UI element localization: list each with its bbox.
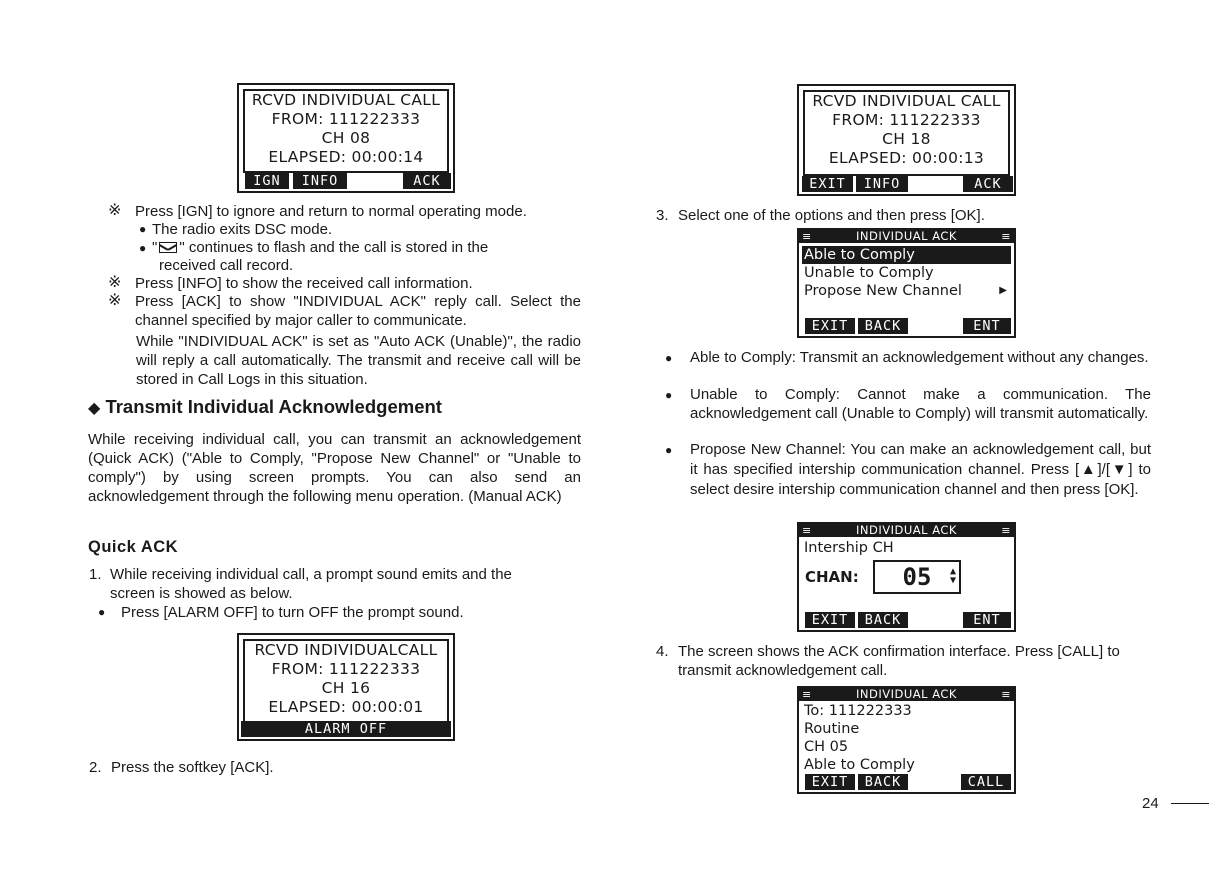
quote-open: " [152,239,158,256]
softkey-ack: ACK [963,176,1013,192]
lcd-line: RCVD INDIVIDUAL CALL [812,92,1001,110]
softkey-info: INFO [856,176,908,192]
lcd-line: CH 16 [321,679,371,697]
section-title-text: Transmit Individual Acknowledgement [105,396,442,417]
lcd-intership-channel [797,522,1016,632]
softkey-ent: ENT [963,318,1011,334]
lcd-line: RCVD INDIVIDUAL CALL [251,91,441,109]
menu-icon: ≡ [1001,688,1011,701]
menu-icon: ≡ [1001,524,1011,537]
step-4-number: 4. [656,643,669,660]
note-auto-ack: While "INDIVIDUAL ACK" is set as "Auto ACK (Unable)", the radio will reply a call automatically. The transmit and receive call will be stored in Call Logs in this situation. [136,333,581,388]
menu-icon: ≡ [802,230,812,243]
bullet-propose-new-channel: Propose New Channel: You can make an acknowledgement call, but it has specified intership communication channel. Press [▲]/[▼] to select desire intership communication channel and then press [OK]. [690,441,1151,498]
note-mark: ※ [108,292,122,309]
menu-icon: ≡ [802,524,812,537]
lcd-title-bar [799,688,1014,701]
menu-icon: ≡ [802,688,812,701]
arrow-right-icon: ▶ [999,285,1007,296]
page-number-rule [1171,803,1209,804]
note-ign-bullet-2-cont: received call record. [159,257,294,274]
softkey-info: INFO [293,173,347,189]
lcd-title: INDIVIDUAL ACK [856,523,957,537]
note-ign: Press [IGN] to ignore and return to normal operating mode. [135,203,527,220]
step-1-number: 1. [89,566,102,583]
confirm-category: Routine [804,721,860,737]
lcd-line: RCVD INDIVIDUALCALL [254,641,438,659]
confirm-channel: CH 05 [804,739,849,755]
bullet-dot: ● [665,443,673,457]
bullet-dot: ● [98,605,106,619]
up-down-arrow-icon: ▲ ▼ [949,566,956,586]
step-2-number: 2. [89,759,102,776]
softkey-exit: EXIT [805,774,855,790]
confirm-ack-type: Able to Comply [804,757,915,773]
menu-item-able-to-comply: Able to Comply [802,246,1011,264]
softkey-back: BACK [858,318,908,334]
softkey-back: BACK [858,774,908,790]
step-3: Select one of the options and then press [OK]. [678,207,985,224]
softkey-back: BACK [858,612,908,628]
lcd-title-bar [799,524,1014,537]
softkey-call: CALL [961,774,1011,790]
step-2: Press the softkey [ACK]. [111,759,274,776]
step-1-bullet: Press [ALARM OFF] to turn OFF the prompt sound. [121,604,464,621]
note-mark: ※ [108,274,122,291]
note-ign-bullet-1: The radio exits DSC mode. [152,221,333,238]
lcd-line: ELAPSED: 00:00:13 [828,149,985,167]
lcd-title: INDIVIDUAL ACK [856,687,957,701]
menu-icon: ≡ [1001,230,1011,243]
lcd-ack-confirmation [797,686,1016,794]
section-body: While receiving individual call, you can transmit an acknowledgement (Quick ACK) ("Able to Comply, "Propose New Channel" or "Unable to comply") by using screen prompts. You can also send an acknowledgement through the following menu operation. (Manual ACK) [88,431,581,505]
diamond-icon: ◆ [88,400,101,417]
page-number: 24 [1142,795,1159,812]
chan-value-box [873,560,961,594]
lcd-line: FROM: 111222333 [271,660,421,678]
menu-item-unable-to-comply: Unable to Comply [804,265,934,281]
note-info: Press [INFO] to show the received call information. [135,275,473,292]
softkey-exit: EXIT [802,176,853,192]
bullet-dot: ● [139,241,147,255]
lcd-line: CH 08 [321,129,371,147]
bullet-dot: ● [665,388,673,402]
softkey-alarm-off: ALARM OFF [241,721,451,737]
step-3-number: 3. [656,207,669,224]
step-4: The screen shows the ACK confirmation interface. Press [CALL] to transmit acknowledgement call. [678,643,1120,679]
lcd-rcvd-call-ch16 [237,633,455,741]
bullet-able-to-comply: Able to Comply: Transmit an acknowledgement without any changes. [690,349,1149,366]
lcd-line: ELAPSED: 00:00:14 [268,148,424,166]
lcd-line: CH 18 [882,130,931,148]
bullet-unable-to-comply: Unable to Comply: Cannot make a communication. The acknowledgement call (Unable to Comply) will transmit automatically. [690,386,1151,422]
step-1: While receiving individual call, a prompt sound emits and the screen is showed as below. [110,566,512,602]
bullet-dot: ● [139,222,147,236]
softkey-ack: ACK [403,173,451,189]
intership-label: Intership CH [804,540,894,556]
lcd-title: INDIVIDUAL ACK [856,229,957,243]
confirm-to: To: 111222333 [804,703,912,719]
lcd-rcvd-call-ch18 [797,84,1016,196]
quick-ack-title: Quick ACK [88,538,179,556]
section-title [88,396,442,420]
note-ign-bullet-2-text: " continues to flash and the call is stored in the [179,239,489,256]
chan-label: CHAN: [805,568,859,586]
lcd-line: FROM: 111222333 [832,111,981,129]
softkey-ent: ENT [963,612,1011,628]
menu-item-propose-new-channel [802,282,1011,300]
envelope-icon [159,242,177,253]
softkey-ign: IGN [245,173,289,189]
softkey-exit: EXIT [805,318,855,334]
note-ign-bullet-2 [152,238,582,257]
softkey-exit: EXIT [805,612,855,628]
note-ack: Press [ACK] to show "INDIVIDUAL ACK" reply call. Select the channel specified by major caller to communicate. [135,293,581,329]
bullet-dot: ● [665,351,673,365]
chan-value: 05 [902,563,932,591]
lcd-rcvd-call-ch08 [237,83,455,193]
lcd-title-bar [799,230,1014,243]
lcd-line: ELAPSED: 00:00:01 [268,698,424,716]
note-mark: ※ [108,202,122,219]
lcd-individual-ack-menu [797,228,1016,338]
lcd-line: FROM: 111222333 [271,110,421,128]
menu-item-label: Propose New Channel [804,283,962,299]
